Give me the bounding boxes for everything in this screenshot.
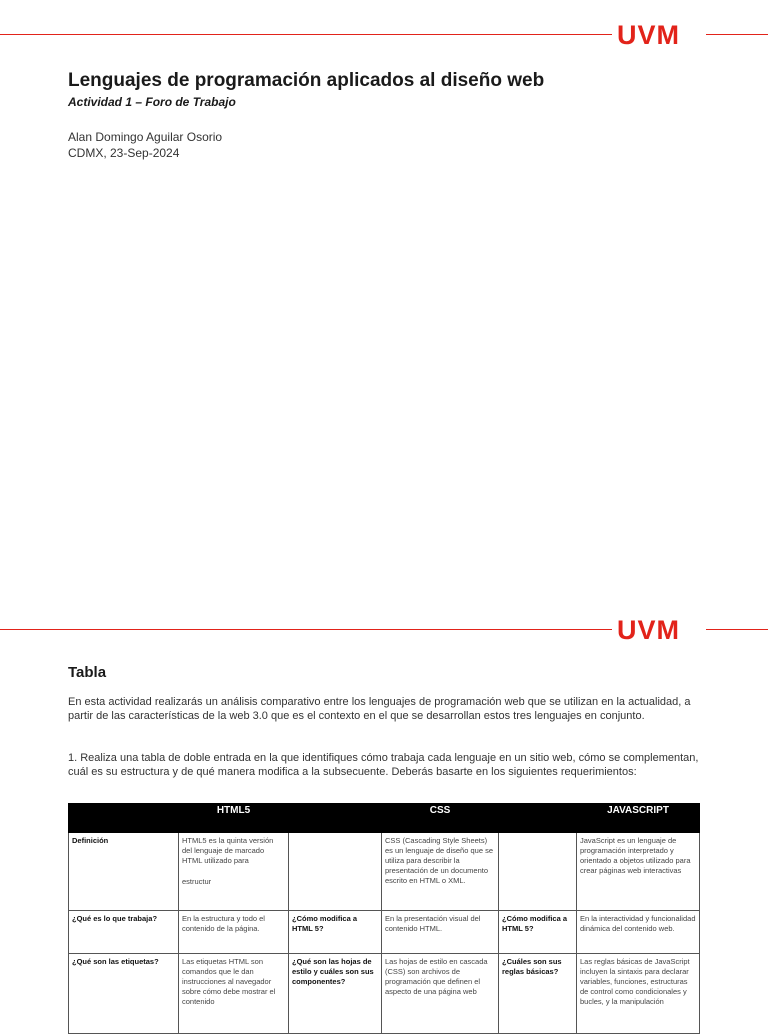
row-label: Definición [69, 833, 179, 911]
header-rule-left [0, 34, 612, 35]
table-row [69, 954, 700, 1034]
html5-cell-text: HTML5 es la quinta versión del lenguaje de marcado HTML utilizado para [182, 836, 274, 865]
js-question [499, 833, 577, 911]
header-cell-empty [69, 804, 179, 833]
page-header [0, 616, 768, 644]
js-question: ¿Cómo modifica a HTML 5? [499, 911, 577, 954]
document-title: Lenguajes de programación aplicados al diseño web [68, 70, 545, 91]
css-question: ¿Cómo modifica a HTML 5? [289, 911, 382, 954]
intro-paragraph: En esta actividad realizarás un análisis comparativo entre los lenguajes de programación web que se utilizan en la actualidad, a partir de las características de la web 3.0 que es el contexto en el que se desarrollan estos tres lenguajes en conjunto. [68, 696, 691, 722]
css-cell: En la presentación visual del contenido HTML. [382, 911, 499, 954]
author-name: Alan Domingo Aguilar Osorio [68, 130, 223, 144]
header-rule-left [0, 629, 612, 630]
header-cell-empty [499, 804, 577, 833]
html5-cell-text: estructur [182, 877, 212, 886]
js-cell: Las reglas básicas de JavaScript incluyen la sintaxis para declarar variables, funciones, estructuras de control como condicionales y bucles, y la manipulación [577, 954, 700, 1034]
js-cell: En la interactividad y funcionalidad dinámica del contenido web. [577, 911, 700, 954]
css-question: ¿Qué son las hojas de estilo y cuáles son sus componentes? [289, 954, 382, 1034]
html5-cell: Las etiquetas HTML son comandos que le dan instrucciones al navegador sobre cómo debe mostrar el contenido [179, 954, 289, 1034]
header-rule-right [706, 629, 768, 630]
uvm-logo: UVM [617, 615, 680, 645]
table-header-row [69, 804, 700, 833]
place-date: CDMX, 23-Sep-2024 [68, 146, 180, 160]
page-header [0, 21, 768, 49]
html5-cell: En la estructura y todo el contenido de la página. [179, 911, 289, 954]
row-label: ¿Qué es lo que trabaja? [69, 911, 179, 954]
row-label: ¿Qué son las etiquetas? [69, 954, 179, 1034]
js-question: ¿Cuáles son sus reglas básicas? [499, 954, 577, 1034]
comparison-table [68, 803, 700, 1034]
header-cell-css: CSS [382, 804, 499, 833]
section-title: Tabla [68, 664, 107, 681]
header-cell-html5: HTML5 [179, 804, 289, 833]
css-cell: CSS (Cascading Style Sheets) es un lenguaje de diseño que se utiliza para describir la presentación de un documento escrito en HTML o XML. [382, 833, 499, 911]
table-row [69, 911, 700, 954]
css-cell: Las hojas de estilo en cascada (CSS) son archivos de programación que definen el aspecto de una página web [382, 954, 499, 1034]
uvm-logo: UVM [617, 20, 680, 50]
js-cell: JavaScript es un lenguaje de programación interpretado y orientado a objetos utilizado para crear páginas web interactivas [577, 833, 700, 911]
document-subtitle: Actividad 1 – Foro de Trabajo [68, 95, 236, 109]
header-cell-javascript: JAVASCRIPT [577, 804, 700, 833]
header-cell-empty [289, 804, 382, 833]
html5-cell [179, 833, 289, 911]
table-row [69, 833, 700, 911]
header-rule-right [706, 34, 768, 35]
instructions-paragraph: 1. Realiza una tabla de doble entrada en la que identifiques cómo trabaja cada lenguaje en un sitio web, cómo se complementan, cuál es su estructura y de qué manera modifica a la subsecuente. Deberás basarte en los siguientes requerimientos: [68, 752, 699, 778]
css-question [289, 833, 382, 911]
